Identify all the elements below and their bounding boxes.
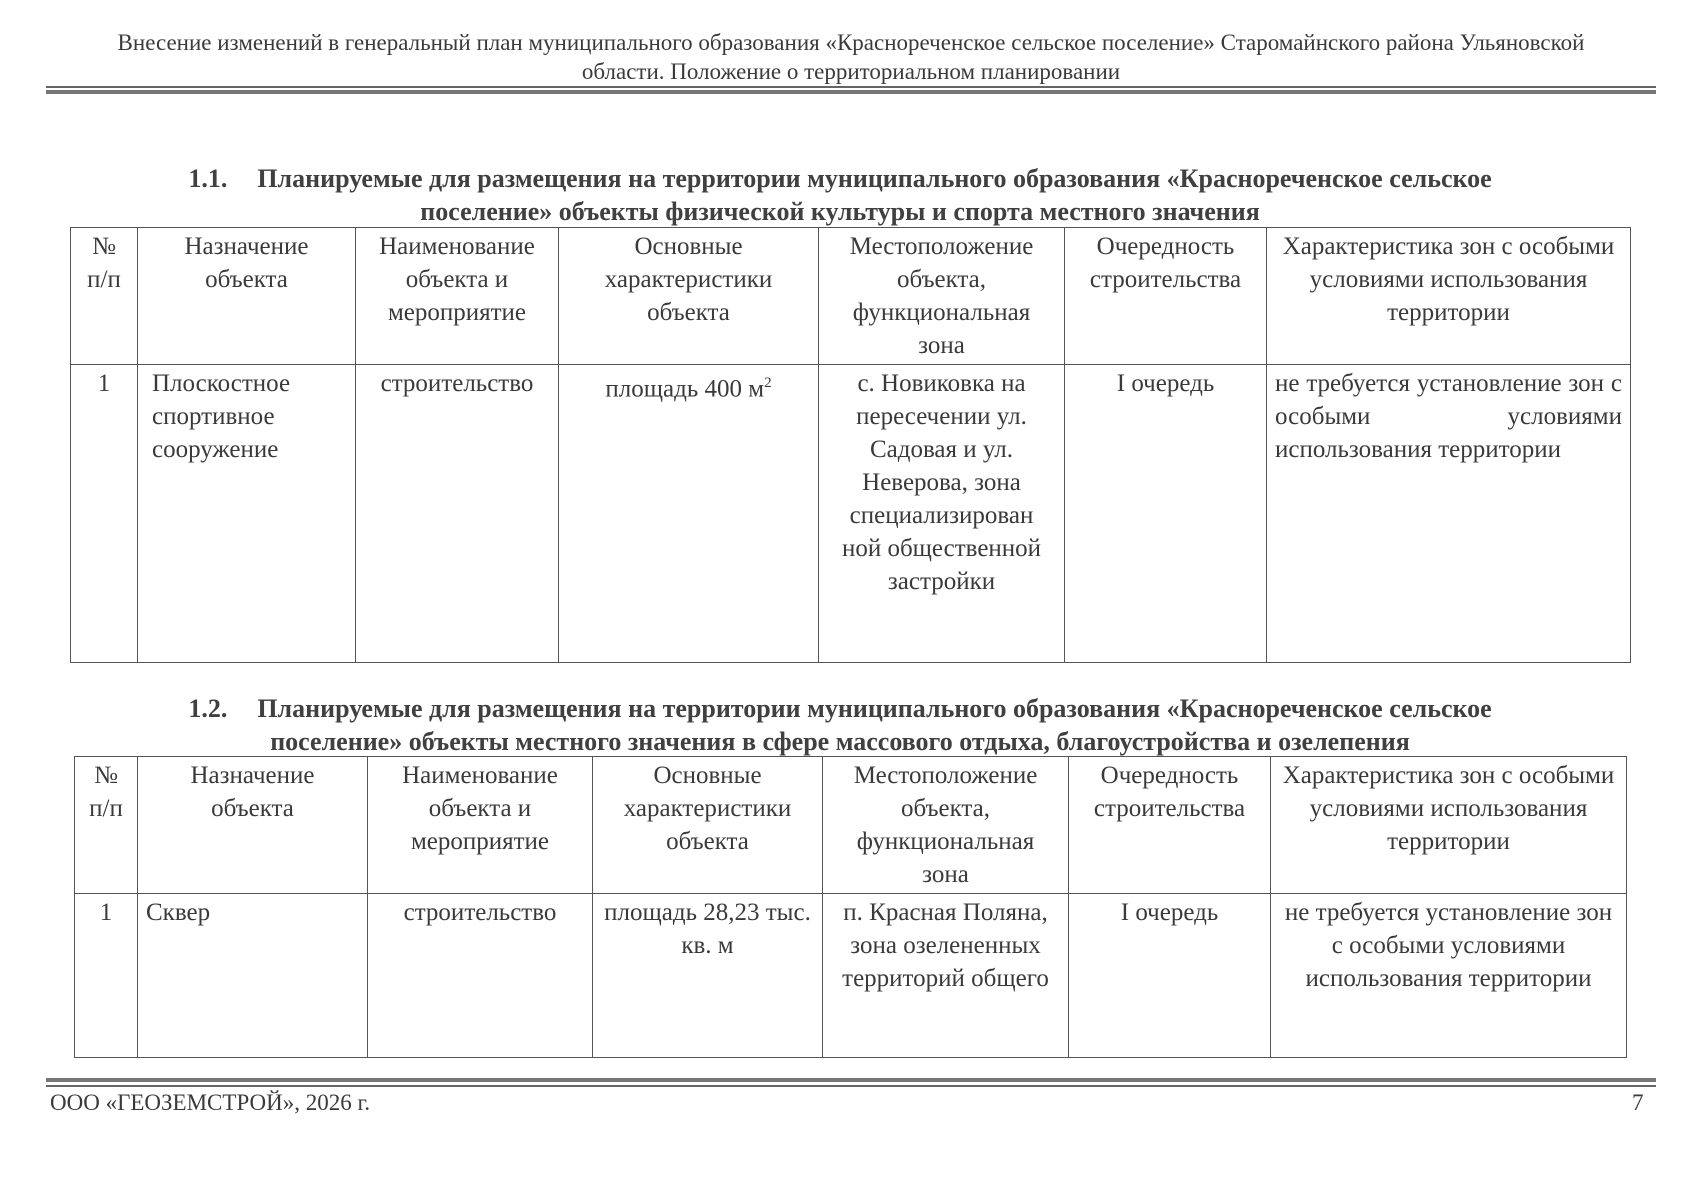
col-header-characteristics: Основные характеристики объекта bbox=[559, 228, 819, 365]
cell-stage: I очередь bbox=[1065, 365, 1267, 663]
col-header-zones: Характеристика зон с особыми условиями использования территории bbox=[1267, 228, 1631, 365]
section-1-number: 1.1. bbox=[188, 164, 228, 193]
col-header-location: Местоположение объекта, функциональная зона bbox=[823, 757, 1069, 894]
col-header-action: Наименование объекта и мероприятие bbox=[368, 757, 593, 894]
col-header-purpose: Назначение объекта bbox=[138, 757, 368, 894]
table-header-row bbox=[71, 228, 1631, 365]
header-rule-thick bbox=[46, 90, 1656, 94]
footer-rule-thick bbox=[46, 1078, 1656, 1082]
cell-number: 1 bbox=[75, 894, 138, 1058]
section-2-title-line-2: поселение» объекты местного значения в сфере массового отдыха, благоустройства и озелепения bbox=[270, 727, 1410, 756]
col-header-purpose: Назначение объекта bbox=[138, 228, 356, 365]
section-2-title-line-1: Планируемые для размещения на территории муниципального образования «Краснореченское сельское bbox=[257, 694, 1492, 723]
col-header-number: № п/п bbox=[71, 228, 138, 365]
cell-action: строительство bbox=[368, 894, 593, 1058]
table-row bbox=[71, 365, 1631, 663]
section-2-table bbox=[74, 756, 1627, 1058]
section-1-title bbox=[70, 162, 1610, 228]
col-header-stage: Очередность строительства bbox=[1065, 228, 1267, 365]
table-header-row bbox=[75, 757, 1627, 894]
cell-zones: не требуется установление зон с особыми условиями использования территории bbox=[1271, 894, 1627, 1058]
table-row bbox=[75, 894, 1627, 1058]
header-rule bbox=[46, 86, 1656, 88]
col-header-stage: Очередность строительства bbox=[1069, 757, 1271, 894]
header-line-2: области. Положение о территориальном планировании bbox=[581, 59, 1121, 84]
section-2-number: 1.2. bbox=[188, 694, 228, 723]
col-header-location: Местоположение объекта, функциональная зона bbox=[819, 228, 1065, 365]
cell-characteristics: площадь 28,23 тыс. кв. м bbox=[593, 894, 823, 1058]
cell-stage: I очередь bbox=[1069, 894, 1271, 1058]
characteristics-text: площадь 400 м bbox=[605, 375, 765, 403]
cell-zones: не требуется установление зон с особыми условиями использования территории bbox=[1267, 365, 1631, 663]
cell-location: п. Красная Поляна, зона озелененных территорий общего bbox=[823, 894, 1069, 1058]
characteristics-superscript: 2 bbox=[764, 375, 772, 391]
footer-rule bbox=[46, 1085, 1656, 1087]
section-1-table bbox=[70, 227, 1631, 663]
col-header-number: № п/п bbox=[75, 757, 138, 894]
cell-number: 1 bbox=[71, 365, 138, 663]
cell-purpose: Сквер bbox=[138, 894, 368, 1058]
document-header bbox=[46, 28, 1656, 86]
section-2-title bbox=[70, 692, 1610, 758]
cell-action: строительство bbox=[356, 365, 559, 663]
section-1-title-line-2: поселение» объекты физической культуры и спорта местного значения bbox=[420, 197, 1260, 226]
col-header-characteristics: Основные характеристики объекта bbox=[593, 757, 823, 894]
section-1-title-line-1: Планируемые для размещения на территории муниципального образования «Краснореченское сельское bbox=[257, 164, 1492, 193]
header-line-1: Внесение изменений в генеральный план муниципального образования «Краснореченское сельское поселение» Старомайнского района Ульяновской bbox=[117, 30, 1585, 55]
cell-location: с. Новиковка на пересечении ул. Садовая и ул. Неверова, зона специализирован ной общественной застройки bbox=[819, 365, 1065, 663]
col-header-action: Наименование объекта и мероприятие bbox=[356, 228, 559, 365]
footer-company: ООО «ГЕОЗЕМСТРОЙ», 2026 г. bbox=[50, 1090, 371, 1115]
col-header-zones: Характеристика зон с особыми условиями использования территории bbox=[1271, 757, 1627, 894]
cell-characteristics bbox=[559, 365, 819, 663]
page-number: 7 bbox=[1632, 1090, 1644, 1115]
cell-purpose: Плоскостное спортивное сооружение bbox=[138, 365, 356, 663]
